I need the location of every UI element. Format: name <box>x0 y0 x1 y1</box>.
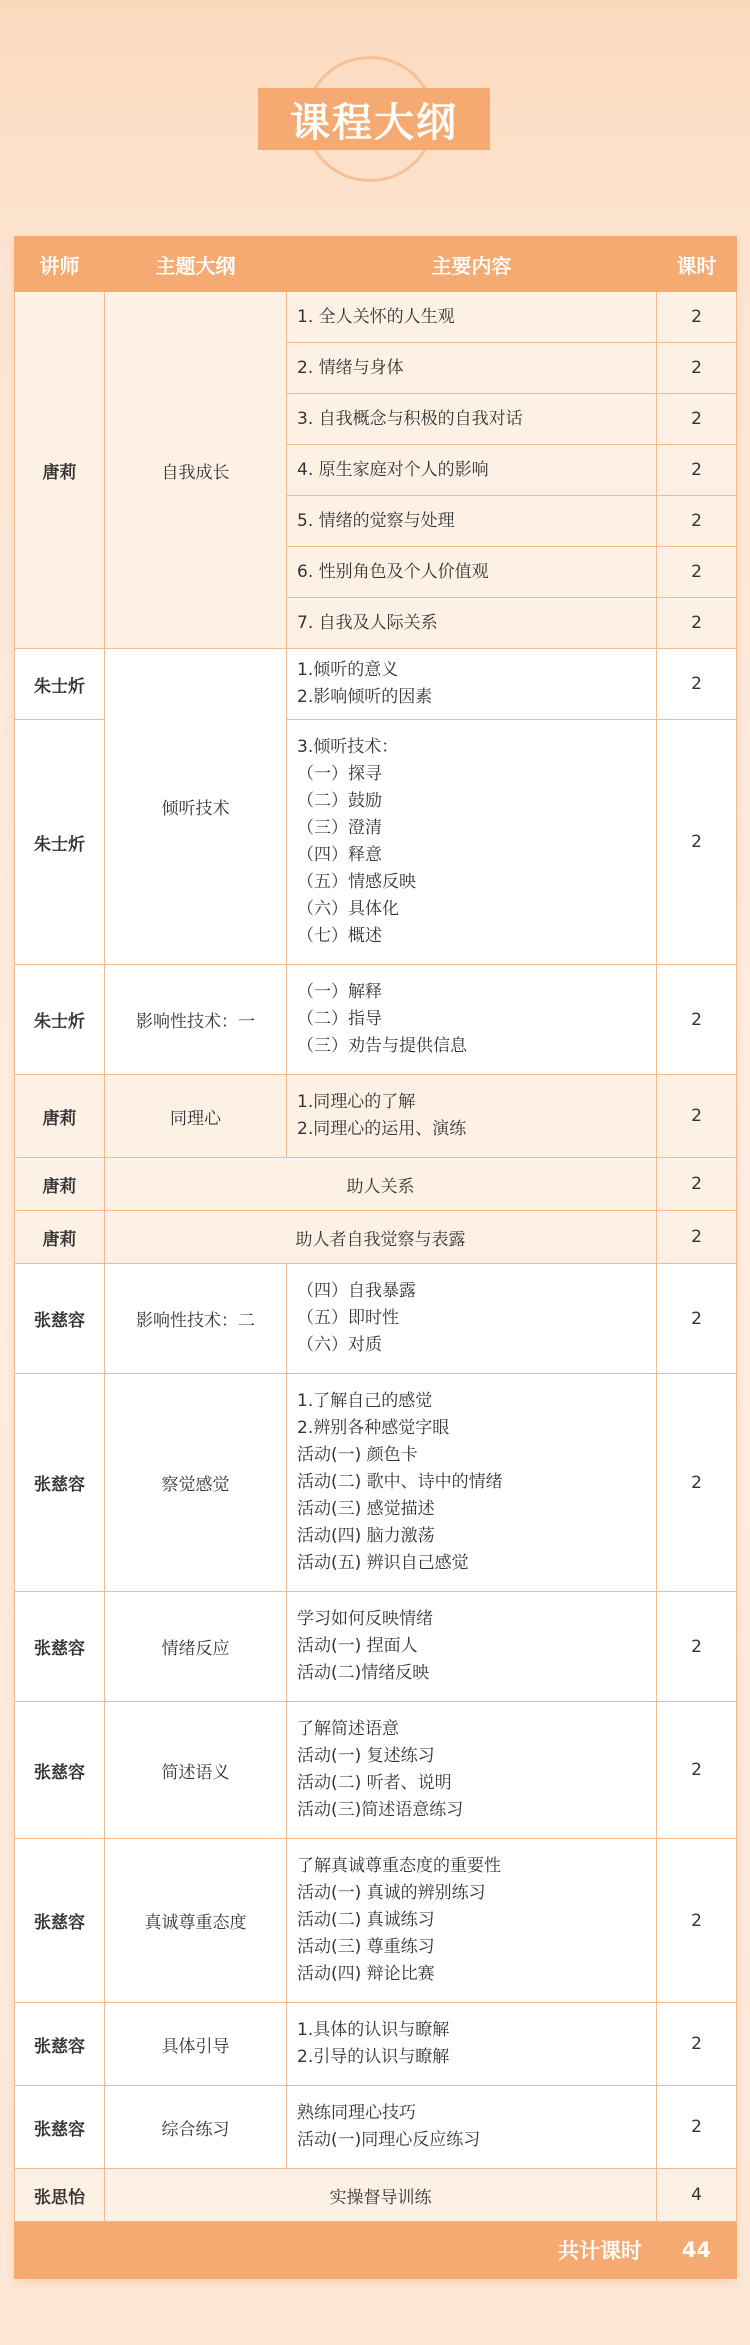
title-area <box>0 0 750 236</box>
content-cell <box>287 649 657 720</box>
hours-cell: 2 <box>657 1592 737 1702</box>
hours-cell: 4 <box>657 2169 737 2222</box>
content-line: （二）指导 <box>297 1009 382 1029</box>
content-cell <box>287 2086 657 2169</box>
teacher-cell: 朱士炘 <box>15 720 105 965</box>
hours-cell: 2 <box>657 2086 737 2169</box>
hours-cell: 2 <box>657 496 737 547</box>
hours-cell: 2 <box>657 965 737 1075</box>
table-row <box>15 2003 737 2086</box>
content-line: 活动(一) 颜色卡 <box>297 1445 418 1465</box>
header-topic: 主题大纲 <box>105 237 287 292</box>
total-label: 共计课时 <box>15 2222 657 2279</box>
content-cell <box>287 1839 657 2003</box>
topic-cell: 影响性技术：二 <box>105 1264 287 1374</box>
content-line: 活动(四) 辩论比赛 <box>297 1964 435 1984</box>
content-cell <box>287 1702 657 1839</box>
teacher-cell: 张慈容 <box>15 2086 105 2169</box>
hours-cell: 2 <box>657 394 737 445</box>
content-line: 活动(一) 复述练习 <box>297 1746 435 1766</box>
content-cell <box>287 2003 657 2086</box>
table-header-row <box>15 237 737 292</box>
topic-cell: 具体引导 <box>105 2003 287 2086</box>
hours-cell: 2 <box>657 1158 737 1211</box>
teacher-cell: 唐莉 <box>15 1075 105 1158</box>
content-line: 活动(二) 真诚练习 <box>297 1910 435 1930</box>
content-cell <box>287 1264 657 1374</box>
teacher-cell: 张慈容 <box>15 1592 105 1702</box>
content-cell: 5. 情绪的觉察与处理 <box>287 496 657 547</box>
teacher-cell: 张慈容 <box>15 1374 105 1592</box>
topic-cell: 察觉感觉 <box>105 1374 287 1592</box>
content-line: 2.同理心的运用、演练 <box>297 1119 467 1139</box>
teacher-cell: 唐莉 <box>15 1158 105 1211</box>
content-line: 活动(三) 尊重练习 <box>297 1937 435 1957</box>
table-row <box>15 292 737 343</box>
content-line: 1.同理心的了解 <box>297 1092 416 1112</box>
syllabus-table <box>14 236 737 2279</box>
content-line: 活动(三)简述语意练习 <box>297 1800 464 1820</box>
topic-cell: 真诚尊重态度 <box>105 1839 287 2003</box>
content-line: 活动(三) 感觉描述 <box>297 1499 435 1519</box>
content-line: （一）探寻 <box>297 764 382 784</box>
content-line: 2.辨别各种感觉字眼 <box>297 1418 450 1438</box>
content-line: （六）具体化 <box>297 899 399 919</box>
content-cell <box>287 720 657 965</box>
content-line: （五）情感反映 <box>297 872 416 892</box>
hours-cell: 2 <box>657 1075 737 1158</box>
table-row <box>15 649 737 720</box>
page-title: 课程大纲 <box>258 88 490 150</box>
content-cell: 2. 情绪与身体 <box>287 343 657 394</box>
teacher-cell: 唐莉 <box>15 292 105 649</box>
table-row <box>15 965 737 1075</box>
content-line: （四）释意 <box>297 845 382 865</box>
content-line: 2.影响倾听的因素 <box>297 687 433 707</box>
table-row <box>15 1839 737 2003</box>
content-line: 了解简述语意 <box>297 1719 399 1739</box>
hours-cell: 2 <box>657 1839 737 2003</box>
content-line: 1.倾听的意义 <box>297 660 399 680</box>
teacher-cell: 朱士炘 <box>15 965 105 1075</box>
content-line: （六）对质 <box>297 1335 382 1355</box>
content-line: 了解真诚尊重态度的重要性 <box>297 1856 501 1876</box>
hours-cell: 2 <box>657 720 737 965</box>
content-line: 活动(二) 听者、说明 <box>297 1773 452 1793</box>
content-line: 活动(五) 辨识自己感觉 <box>297 1553 469 1573</box>
hours-cell: 2 <box>657 1374 737 1592</box>
topic-cell: 影响性技术：一 <box>105 965 287 1075</box>
hours-cell: 2 <box>657 1702 737 1839</box>
header-hours: 课时 <box>657 237 737 292</box>
table-row <box>15 1158 737 1211</box>
content-line: 活动(一) 捏面人 <box>297 1636 418 1656</box>
table-body <box>15 292 737 2222</box>
content-line: 活动(一) 真诚的辨别练习 <box>297 1883 486 1903</box>
table-row <box>15 1702 737 1839</box>
content-cell: 1. 全人关怀的人生观 <box>287 292 657 343</box>
content-line: （三）澄清 <box>297 818 382 838</box>
content-line: 活动(二)情绪反映 <box>297 1663 430 1683</box>
hours-cell: 2 <box>657 649 737 720</box>
content-cell: 4. 原生家庭对个人的影响 <box>287 445 657 496</box>
content-cell: 7. 自我及人际关系 <box>287 598 657 649</box>
header-content: 主要内容 <box>287 237 657 292</box>
content-line: （四）自我暴露 <box>297 1281 416 1301</box>
table-row <box>15 1075 737 1158</box>
content-line: 学习如何反映情绪 <box>297 1609 433 1629</box>
merged-topic-cell: 助人者自我觉察与表露 <box>105 1211 657 1264</box>
table-row <box>15 1592 737 1702</box>
merged-topic-cell: 实操督导训练 <box>105 2169 657 2222</box>
content-line: （二）鼓励 <box>297 791 382 811</box>
table-row <box>15 2169 737 2222</box>
content-line: 1.了解自己的感觉 <box>297 1391 433 1411</box>
topic-cell: 倾听技术 <box>105 649 287 965</box>
content-line: 1.具体的认识与瞭解 <box>297 2020 450 2040</box>
content-line: 3.倾听技术： <box>297 737 399 757</box>
topic-cell: 情绪反应 <box>105 1592 287 1702</box>
table-row <box>15 1264 737 1374</box>
content-line: 熟练同理心技巧 <box>297 2103 416 2123</box>
content-cell <box>287 1075 657 1158</box>
hours-cell: 2 <box>657 343 737 394</box>
content-cell <box>287 965 657 1075</box>
hours-cell: 2 <box>657 547 737 598</box>
teacher-cell: 张慈容 <box>15 1839 105 2003</box>
content-cell <box>287 1592 657 1702</box>
content-cell <box>287 1374 657 1592</box>
content-cell: 6. 性别角色及个人价值观 <box>287 547 657 598</box>
hours-cell: 2 <box>657 445 737 496</box>
teacher-cell: 张慈容 <box>15 2003 105 2086</box>
content-line: 活动(一)同理心反应练习 <box>297 2130 481 2150</box>
content-line: 2.引导的认识与瞭解 <box>297 2047 450 2067</box>
hours-cell: 2 <box>657 292 737 343</box>
hours-cell: 2 <box>657 1264 737 1374</box>
topic-cell: 综合练习 <box>105 2086 287 2169</box>
header-teacher: 讲师 <box>15 237 105 292</box>
content-line: （五）即时性 <box>297 1308 399 1328</box>
content-cell: 3. 自我概念与积极的自我对话 <box>287 394 657 445</box>
hours-cell: 2 <box>657 1211 737 1264</box>
content-line: （七）概述 <box>297 926 382 946</box>
hours-cell: 2 <box>657 598 737 649</box>
table-row <box>15 2086 737 2169</box>
content-line: 活动(四) 脑力激荡 <box>297 1526 435 1546</box>
content-line: 活动(二) 歌中、诗中的情绪 <box>297 1472 503 1492</box>
content-line: （三）劝告与提供信息 <box>297 1036 467 1056</box>
content-line: （一）解释 <box>297 982 382 1002</box>
topic-cell: 简述语义 <box>105 1702 287 1839</box>
syllabus-table-wrapper <box>14 236 736 2279</box>
teacher-cell: 唐莉 <box>15 1211 105 1264</box>
hours-cell: 2 <box>657 2003 737 2086</box>
teacher-cell: 朱士炘 <box>15 649 105 720</box>
teacher-cell: 张慈容 <box>15 1264 105 1374</box>
teacher-cell: 张慈容 <box>15 1702 105 1839</box>
total-value: 44 <box>657 2222 737 2279</box>
topic-cell: 自我成长 <box>105 292 287 649</box>
table-row <box>15 1211 737 1264</box>
table-row <box>15 1374 737 1592</box>
teacher-cell: 张思怡 <box>15 2169 105 2222</box>
total-row <box>15 2222 737 2279</box>
topic-cell: 同理心 <box>105 1075 287 1158</box>
merged-topic-cell: 助人关系 <box>105 1158 657 1211</box>
